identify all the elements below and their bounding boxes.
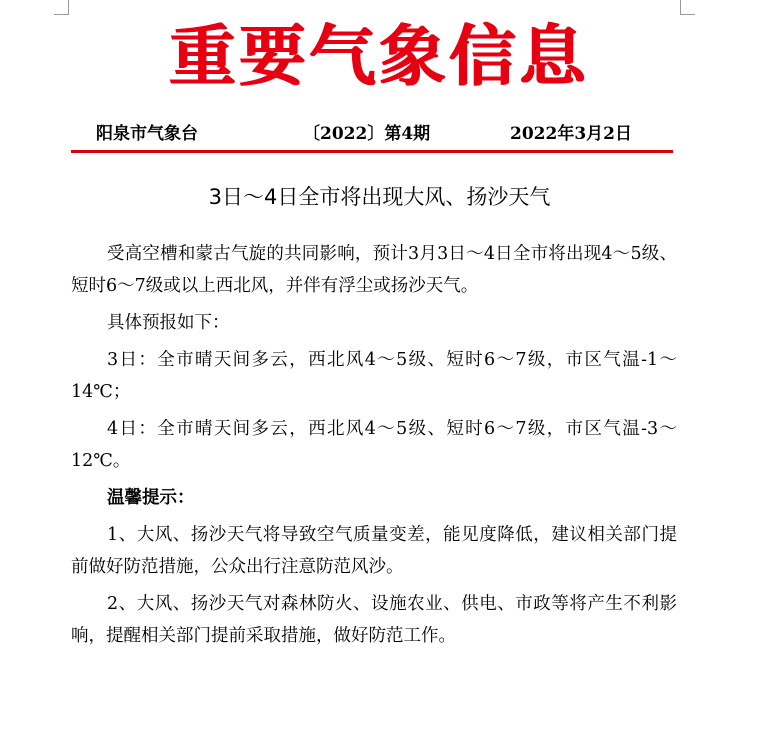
issuer-name: 阳泉市气象台 bbox=[96, 124, 198, 144]
issue-number: 〔2022〕第4期 bbox=[303, 124, 431, 144]
tip-item-2: 2、大风、扬沙天气对森林防火、设施农业、供电、市政等将产生不利影响，提醒相关部门提前采取措施，做好防范工作。 bbox=[71, 594, 677, 646]
body-paragraph-intro: 受高空槽和蒙古气旋的共同影响，预计3月3日～4日全市将出现4～5级、短时6～7级或以上西北风，并伴有浮尘或扬沙天气。 bbox=[71, 244, 677, 296]
issue-date: 2022年3月2日 bbox=[510, 124, 632, 144]
body-paragraph-forecast-heading: 具体预报如下： bbox=[107, 313, 230, 333]
red-divider-line bbox=[71, 150, 673, 153]
body-paragraph-day3: 3日：全市晴天间多云，西北风4～5级、短时6～7级，市区气温-1～14℃； bbox=[71, 350, 677, 402]
tip-item-1: 1、大风、扬沙天气将导致空气质量变差，能见度降低，建议相关部门提前做好防范措施，公众出行注意防范风沙。 bbox=[71, 525, 677, 577]
page-corner-mark-left bbox=[54, 0, 69, 15]
document-body bbox=[71, 238, 677, 652]
document-headline: 3日～4日全市将出现大风、扬沙天气 bbox=[208, 185, 551, 209]
page-corner-mark-right bbox=[680, 0, 695, 15]
masthead-title: 重要气象信息 bbox=[169, 17, 590, 95]
body-paragraph-day4: 4日：全市晴天间多云，西北风4～5级、短时6～7级，市区气温-3～12℃。 bbox=[71, 419, 677, 471]
tips-heading: 温馨提示： bbox=[107, 488, 195, 508]
